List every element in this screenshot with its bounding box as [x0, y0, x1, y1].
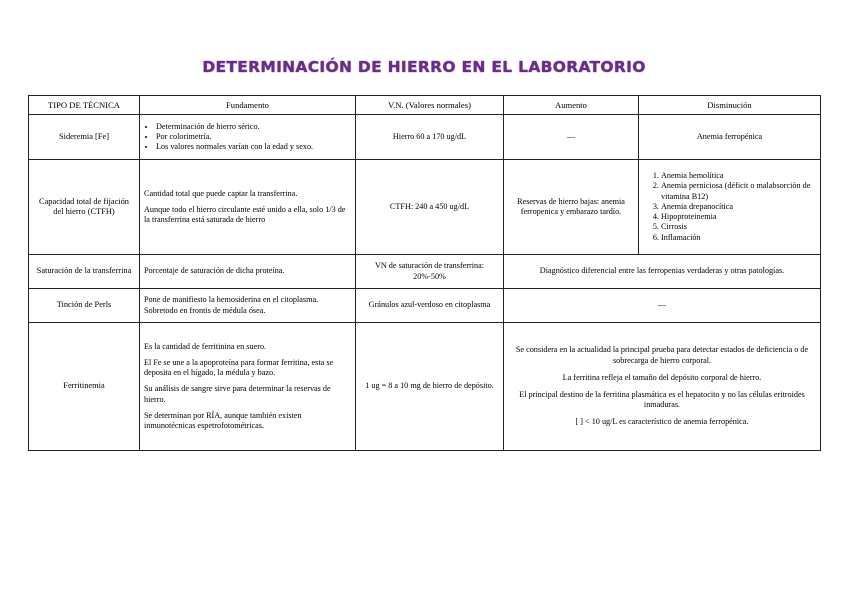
list-item: • Determinación de hierro sérico.: [156, 122, 351, 132]
cell-fundamento: [140, 115, 356, 160]
paragraph: El Fe se une a la apoproteína para formar ferritina, esta se deposita en el hígado, la médula y bazo.: [144, 357, 334, 378]
disminucion-list: [643, 171, 816, 242]
list-item: 1. Anemia hemolítica: [661, 171, 816, 181]
cell-aumento: Reservas de hierro bajas: anemia ferropenica y embarazo tardío.: [504, 160, 639, 255]
cell-tecnica: Tinción de Perls: [29, 289, 140, 323]
paragraph: Su análisis de sangre sirve para determinar la reservas de hierro.: [144, 384, 331, 404]
table-header-row: [29, 96, 821, 115]
paragraph: La ferritina refleja el tamaño del depósito corporal de hierro.: [562, 372, 762, 382]
paragraph: Se considera en la actualidad la principal prueba para detectar estados de deficiencia o de sobrecarga de hierro corporal.: [515, 345, 809, 365]
paragraph: Se determinan por RÍA, aunque también existen inmunotécnicas espetrofotométricas.: [144, 410, 302, 430]
paragraph: Es la cantidad de ferritinina en suero.: [144, 341, 267, 351]
cell-vn: VN de saturación de transferrina: 20%-50%: [356, 255, 504, 289]
paragraph: Aunque todo el hierro circulante esté unido a ella, solo 1/3 de la transferrina está saturada de hierro: [144, 204, 346, 225]
fundamento-list: [144, 122, 351, 153]
cell-aumento-disminucion: —: [504, 289, 821, 323]
cell-tecnica: Sideremia [Fe]: [29, 115, 140, 160]
list-item: 4. Hipoproteinemia: [661, 212, 816, 222]
cell-aumento-disminucion: Diagnóstico diferencial entre las ferropenias verdaderas y otras patologías.: [504, 255, 821, 289]
table-row: [29, 255, 821, 289]
cell-tecnica: Saturación de la transferrina: [29, 255, 140, 289]
cell-vn: CTFH: 240 a 450 ug/dL: [356, 160, 504, 255]
paragraph: Cantidad total que puede captar la transferrina.: [144, 188, 298, 198]
table-row: [29, 289, 821, 323]
cell-fundamento: [140, 323, 356, 451]
header-aumento: Aumento: [504, 96, 639, 115]
header-tecnica: TIPO DE TÉCNICA: [29, 96, 140, 115]
table-row: [29, 160, 821, 255]
iron-tests-table: [28, 95, 821, 451]
list-item: • Los valores normales varían con la edad y sexo.: [156, 142, 351, 152]
cell-tecnica: Ferritinemia: [29, 323, 140, 451]
cell-tecnica: Capacidad total de fijación del hierro (CTFH): [29, 160, 140, 255]
list-item: • Por colorimetría.: [156, 132, 351, 142]
cell-vn: Gránulos azul-verdoso en citoplasma: [356, 289, 504, 323]
cell-aumento: —: [504, 115, 639, 160]
table-row: [29, 115, 821, 160]
cell-vn: Hierro 60 a 170 ug/dL: [356, 115, 504, 160]
header-fundamento: Fundamento: [140, 96, 356, 115]
cell-disminucion: [639, 160, 821, 255]
header-disminucion: Disminución: [639, 96, 821, 115]
cell-aumento-disminucion: [504, 323, 821, 451]
header-vn: V.N. (Valores normales): [356, 96, 504, 115]
cell-disminucion: Anemia ferropénica: [639, 115, 821, 160]
paragraph: [ ] < 10 ug/L es característico de anemia ferropénica.: [575, 417, 749, 427]
list-item: 3. Anemia drepanocítica: [661, 202, 816, 212]
cell-fundamento: Porcentaje de saturación de dicha proteína.: [140, 255, 356, 289]
list-item: 2. Anemia perniciosa (déficit o malabsorción de vitamina B12): [661, 181, 816, 201]
table-row: [29, 323, 821, 451]
list-item: 6. Inflamación: [661, 233, 816, 243]
cell-fundamento: Pone de manifiesto la hemosiderina en el citoplasma. Sobretodo en frontis de médula ósea.: [140, 289, 356, 323]
paragraph: El principal destino de la ferritina plasmática es el hepatocito y no las células eritroides inmaduras.: [519, 390, 805, 410]
page-title: DETERMINACIÓN DE HIERRO EN EL LABORATORIO: [202, 58, 646, 76]
cell-fundamento: [140, 160, 356, 255]
cell-vn: 1 ug = 8 a 10 mg de hierro de depósito.: [356, 323, 504, 451]
list-item: 5. Cirrosis: [661, 222, 816, 232]
